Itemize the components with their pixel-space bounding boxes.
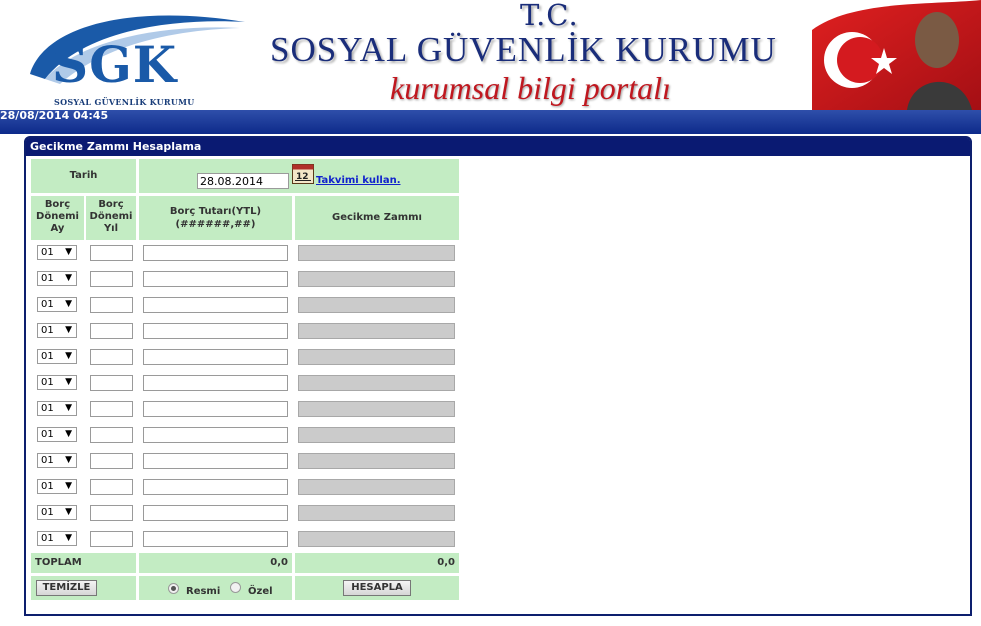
amount-input[interactable] [143, 401, 288, 417]
total-amount-cell [139, 553, 292, 573]
dropdown-arrow-icon: ▼ [65, 533, 72, 543]
col-year-line2: Dönemi [89, 211, 133, 222]
year-input[interactable] [90, 349, 133, 365]
year-input[interactable] [90, 531, 133, 547]
penalty-output [298, 297, 455, 313]
month-select-value: 01 [41, 351, 54, 362]
month-select-value: 01 [41, 429, 54, 440]
amount-input[interactable] [143, 531, 288, 547]
penalty-output [298, 505, 455, 521]
month-select-value: 01 [41, 507, 54, 518]
month-select-value: 01 [41, 455, 54, 466]
amount-input[interactable] [143, 297, 288, 313]
year-input[interactable] [90, 271, 133, 287]
month-select[interactable] [37, 479, 77, 494]
sgk-logo-text: SGK [52, 35, 178, 94]
month-select[interactable] [37, 453, 77, 468]
col-year-header [86, 196, 136, 240]
radio-official-label: Resmi [186, 586, 221, 597]
month-select-value: 01 [41, 325, 54, 336]
calendar-icon[interactable] [292, 164, 314, 184]
site-header [0, 0, 981, 110]
month-select[interactable] [37, 401, 77, 416]
amount-input[interactable] [143, 245, 288, 261]
sgk-logo-subtitle: SOSYAL GÜVENLİK KURUMU [54, 97, 195, 107]
dropdown-arrow-icon: ▼ [65, 455, 72, 465]
col-month-header [31, 196, 84, 240]
amount-input[interactable] [143, 479, 288, 495]
total-penalty: 0,0 [437, 557, 455, 568]
dropdown-arrow-icon: ▼ [65, 377, 72, 387]
header-institution: SOSYAL GÜVENLİK KURUMU [270, 30, 777, 69]
col-penalty-header [295, 196, 459, 240]
month-select-value: 01 [41, 299, 54, 310]
month-select[interactable] [37, 349, 77, 364]
col-month-line1: Borç [44, 199, 71, 210]
penalty-output [298, 323, 455, 339]
year-input[interactable] [90, 323, 133, 339]
col-year-line3: Yıl [103, 223, 119, 234]
year-input[interactable] [90, 401, 133, 417]
col-month-line3: Ay [50, 223, 65, 234]
penalty-output [298, 375, 455, 391]
header-portal-title: kurumsal bilgi portalı [390, 70, 671, 106]
total-penalty-cell [295, 553, 459, 573]
month-select-value: 01 [41, 247, 54, 258]
penalty-output [298, 531, 455, 547]
col-penalty-label: Gecikme Zammı [332, 212, 422, 223]
penalty-output [298, 349, 455, 365]
total-label: TOPLAM [35, 557, 82, 568]
month-select-value: 01 [41, 403, 54, 414]
date-label: Tarih [69, 170, 98, 181]
date-label-cell [31, 159, 136, 193]
amount-input[interactable] [143, 427, 288, 443]
col-amount-line1: Borç Tutarı(YTL) [169, 206, 262, 217]
amount-input[interactable] [143, 453, 288, 469]
year-input[interactable] [90, 479, 133, 495]
month-select[interactable] [37, 427, 77, 442]
dropdown-arrow-icon: ▼ [65, 481, 72, 491]
month-select[interactable] [37, 505, 77, 520]
penalty-output [298, 479, 455, 495]
dropdown-arrow-icon: ▼ [65, 273, 72, 283]
svg-text:12: 12 [296, 172, 309, 182]
dropdown-arrow-icon: ▼ [65, 403, 72, 413]
amount-input[interactable] [143, 349, 288, 365]
col-amount-line2: (######,##) [175, 219, 256, 230]
dropdown-arrow-icon: ▼ [65, 247, 72, 257]
panel-title: Gecikme Zammı Hesaplama [26, 138, 970, 156]
penalty-output [298, 245, 455, 261]
datetime-bar [0, 110, 981, 134]
year-input[interactable] [90, 453, 133, 469]
penalty-output [298, 427, 455, 443]
radio-official[interactable] [168, 583, 179, 594]
amount-input[interactable] [143, 375, 288, 391]
year-input[interactable] [90, 245, 133, 261]
month-select-value: 01 [41, 273, 54, 284]
month-select-value: 01 [41, 377, 54, 388]
month-select-value: 01 [41, 533, 54, 544]
col-year-line1: Borç [98, 199, 124, 210]
radio-private[interactable] [230, 582, 241, 593]
penalty-output [298, 401, 455, 417]
dropdown-arrow-icon: ▼ [65, 325, 72, 335]
current-datetime: 28/08/2014 04:45 [0, 109, 109, 122]
dropdown-arrow-icon: ▼ [65, 429, 72, 439]
total-label-cell [31, 553, 136, 573]
date-input[interactable] [197, 173, 289, 189]
dropdown-arrow-icon: ▼ [65, 507, 72, 517]
penalty-output [298, 453, 455, 469]
total-amount: 0,0 [270, 557, 288, 568]
col-month-line2: Dönemi [36, 211, 79, 222]
clear-button[interactable]: TEMİZLE [36, 580, 97, 596]
month-select[interactable] [37, 323, 77, 338]
radio-private-label: Özel [248, 586, 273, 597]
month-select-value: 01 [41, 481, 54, 492]
month-select[interactable] [37, 271, 77, 286]
calendar-link[interactable]: Takvimi kullan. [316, 175, 401, 186]
year-input[interactable] [90, 427, 133, 443]
amount-input[interactable] [143, 323, 288, 339]
year-input[interactable] [90, 505, 133, 521]
month-select[interactable] [37, 531, 77, 546]
col-amount-header [139, 196, 292, 240]
penalty-output [298, 271, 455, 287]
calculate-button[interactable]: HESAPLA [343, 580, 411, 596]
year-input[interactable] [90, 375, 133, 391]
year-input[interactable] [90, 297, 133, 313]
amount-input[interactable] [143, 271, 288, 287]
dropdown-arrow-icon: ▼ [65, 299, 72, 309]
turkish-flag-portrait [812, 0, 981, 110]
header-tc: T.C. [520, 0, 579, 32]
month-select[interactable] [37, 245, 77, 260]
dropdown-arrow-icon: ▼ [65, 351, 72, 361]
amount-input[interactable] [143, 505, 288, 521]
month-select[interactable] [37, 297, 77, 312]
month-select[interactable] [37, 375, 77, 390]
